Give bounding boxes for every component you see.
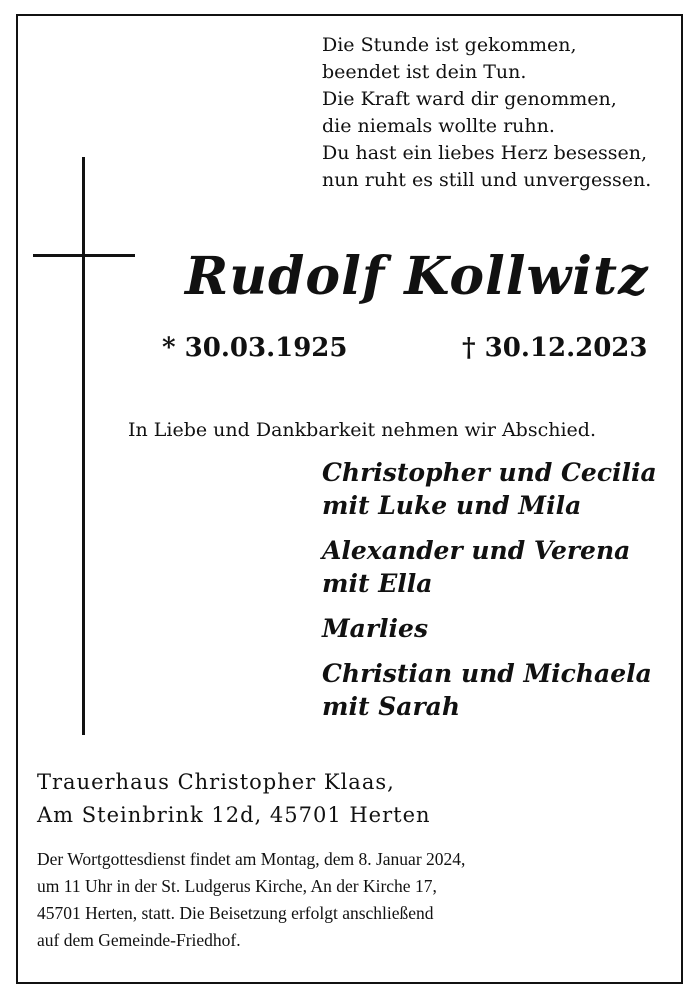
family-line: Marlies: [322, 614, 429, 643]
address-line: Am Steinbrink 12d, 45701 Herten: [37, 803, 431, 827]
service-line: Der Wortgottesdienst findet am Montag, dem 8. Januar 2024,: [37, 849, 466, 869]
family-line: Christopher und Cecilia: [322, 458, 657, 487]
service-line: auf dem Gemeinde-Friedhof.: [37, 930, 241, 950]
family-line: mit Ella: [322, 569, 433, 598]
service-line: 45701 Herten, statt. Die Beisetzung erfolgt anschließend: [37, 903, 434, 923]
poem-line: Die Stunde ist gekommen,: [322, 34, 577, 56]
poem: [322, 32, 651, 194]
family-line: Alexander und Verena: [322, 536, 631, 565]
poem-line: Du hast ein liebes Herz besessen,: [322, 142, 648, 164]
family-line: Christian und Michaela: [322, 659, 652, 688]
birth-date: * 30.03.1925: [162, 333, 348, 363]
poem-line: beendet ist dein Tun.: [322, 61, 527, 83]
poem-line: die niemals wollte ruhn.: [322, 115, 555, 137]
service-line: um 11 Uhr in der St. Ludgerus Kirche, An der Kirche 17,: [37, 876, 437, 896]
family-line: mit Luke und Mila: [322, 491, 582, 520]
family-group: [322, 612, 657, 645]
mourning-house-address: [37, 766, 431, 832]
family-group: [322, 534, 657, 600]
cross-icon-bar: [33, 254, 135, 257]
death-date: † 30.12.2023: [462, 333, 648, 363]
deceased-name: Rudolf Kollwitz: [185, 246, 649, 307]
poem-line: Die Kraft ward dir genommen,: [322, 88, 617, 110]
family-line: mit Sarah: [322, 692, 461, 721]
poem-line: nun ruht es still und unvergessen.: [322, 169, 652, 191]
service-details: [37, 846, 667, 954]
family-group: [322, 657, 657, 723]
address-line: Trauerhaus Christopher Klaas,: [37, 770, 395, 794]
family-list: [322, 456, 657, 735]
family-group: [322, 456, 657, 522]
farewell-text: In Liebe und Dankbarkeit nehmen wir Abschied.: [128, 419, 596, 441]
cross-icon: [82, 157, 85, 735]
